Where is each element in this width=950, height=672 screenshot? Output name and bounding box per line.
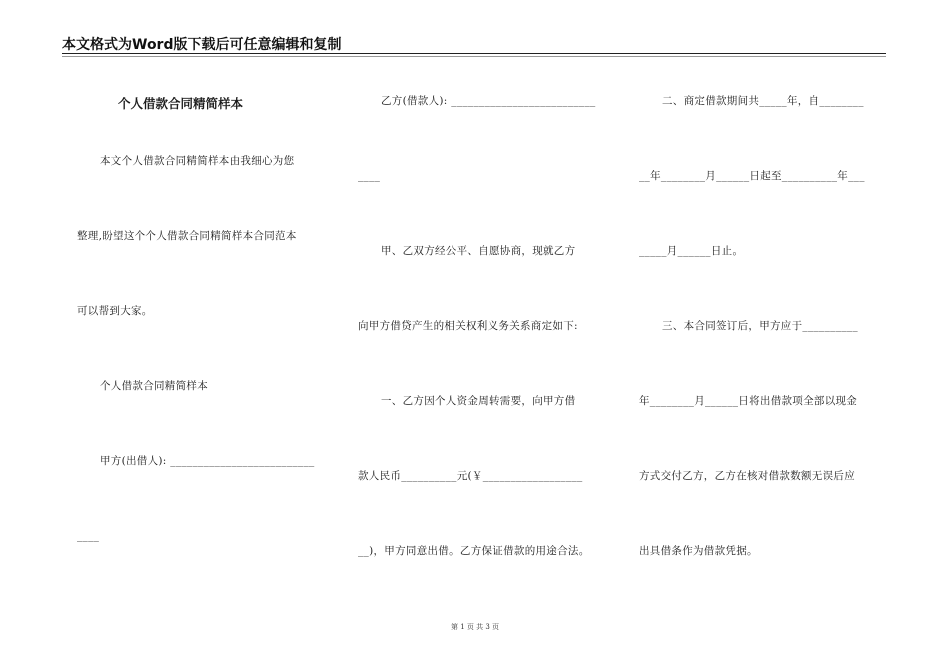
col2-line-3: 甲、乙双方经公平、自愿协商，现就乙方 [381, 245, 576, 257]
col2-line-1: 乙方(借款人): __________________________ [381, 95, 596, 107]
col3-line-7: 出具借条作为借款凭据。 [639, 545, 758, 557]
col2-line-5: 一、乙方因个人资金周转需要，向甲方借 [381, 395, 576, 407]
header-divider-thin [62, 56, 886, 57]
col3-line-3: _____月______日止。 [639, 245, 744, 257]
col1-line-3: 可以帮到大家。 [77, 305, 153, 317]
document-header: 本文格式为Word版下载后可任意编辑和复制 [62, 37, 342, 53]
col2-line-4: 向甲方借贷产生的相关权利义务关系商定如下: [358, 320, 578, 332]
col3-line-4: 三、本合同签订后，甲方应于__________ [662, 320, 858, 332]
header-divider [62, 53, 886, 54]
col1-line-4: 个人借款合同精简样本 [100, 380, 208, 392]
col1-line-1: 本文个人借款合同精简样本由我细心为您 [100, 155, 295, 167]
col2-line-2: ____ [358, 170, 381, 182]
page-number: 第 1 页 共 3 页 [450, 623, 500, 631]
col3-line-5: 年________月______日将出借款项全部以现金 [639, 395, 858, 407]
col2-line-6: 款人民币__________元(￥__________________ [358, 470, 583, 482]
document-title: 个人借款合同精简样本 [118, 96, 244, 111]
col3-line-1: 二、商定借款期间共_____年，自________ [662, 95, 864, 107]
col1-line-6: ____ [77, 530, 100, 542]
col2-line-7: __)，甲方同意出借。乙方保证借款的用途合法。 [358, 545, 590, 557]
col3-line-6: 方式交付乙方，乙方在核对借款数额无误后应 [639, 470, 855, 482]
col1-line-2: 整理,盼望这个个人借款合同精简样本合同范本 [77, 230, 297, 242]
col1-line-5: 甲方(出借人): __________________________ [100, 455, 315, 467]
col3-line-2: __年________月______日起至__________年___ [639, 170, 865, 182]
